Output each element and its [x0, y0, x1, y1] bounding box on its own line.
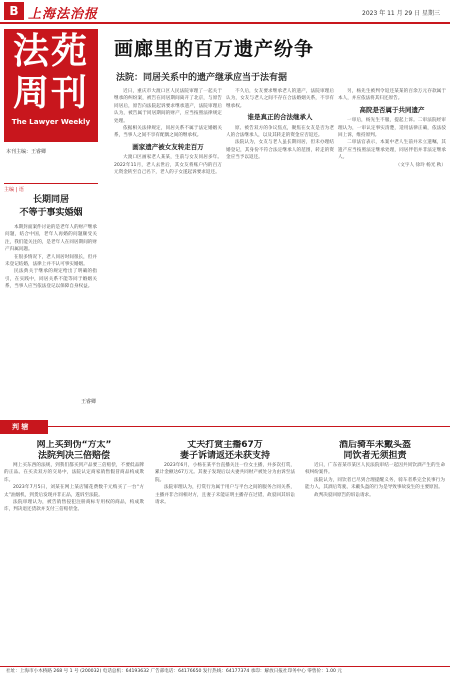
subheadline: 法院：同居关系中的遗产继承应当于法有据 — [116, 73, 288, 83]
case-title: 酒后骑车未戴头盔 同饮者无须担责 — [338, 440, 411, 461]
column-header — [4, 176, 98, 193]
column-title: 长期同居 不等于事实婚姻 — [19, 195, 83, 218]
section-divider — [0, 420, 450, 434]
article-paragraph: 依据相关法律规定，同居关系不属于法定婚姻关系，当事人之间不享有配偶之间的继承权。 — [114, 126, 222, 139]
case-paragraph: 2023年6月，小杨在某平台直播关注一位女主播，并多次打赏，累计金额达67万元。其妻子发现后以夫妻共同财产被处分为由诉至法院。 — [155, 463, 295, 483]
article-paragraph: 原、被告双方的争议焦点，聚焦在女友是否为老人的合法继承人，以及其转走的资金应否返还。 — [226, 125, 334, 139]
case-story-2 — [155, 440, 295, 662]
footer: 社址：上海市小木桥路 268 号 1 号 (200032) 电话总机：64193632 广告部电话：64176650 发行热线：64177374 承印：解放日报社印务中心 零售价：1.00 元 — [0, 666, 450, 676]
main-article — [104, 26, 450, 418]
paper-name: 上海法治报 — [28, 7, 99, 22]
article-column-1 — [114, 88, 222, 410]
column-signature: 王睿卿 — [80, 399, 96, 405]
headline: 画廊里的百万遗产纷争 — [114, 38, 315, 60]
case-body — [305, 462, 445, 499]
article-column-3 — [338, 88, 446, 410]
case-paragraph: 法院审理认为，被告销售侵犯注册商标专用权的商品，构成欺诈，判决退还货款并支付三倍赔偿金。 — [4, 500, 144, 513]
case-title: 网上买到伪“方太” 法院判决三倍赔偿 — [36, 440, 112, 461]
article-column-2 — [226, 88, 334, 410]
section-heading: 画家遗产被女友转走百万 — [132, 142, 204, 151]
case-paragraph: 法院认为，同饮者已尽到合理提醒义务，骑车者系完全民事行为能力人，其酒后驾驶、未戴头盔的行为是导致事故发生的主要原因。 — [305, 477, 445, 491]
case-paragraph: 近日，广东省某市某区人民法院审结一起因共同饮酒产生的生命权纠纷案件。 — [305, 463, 445, 476]
editor-credit: 本刊主编：王睿卿 — [6, 149, 47, 155]
column-paragraph: 在很多情况下，老人同居时间很长，但并未登记结婚，法律上并不认可事实婚姻。 — [5, 254, 97, 268]
case-paragraph: 故判决驳回原告的诉讼请求。 — [314, 492, 374, 498]
section-tag: 判 辖 — [0, 420, 48, 434]
masthead-line2: 周刊 — [12, 72, 89, 114]
column-body — [5, 224, 97, 404]
article-paragraph: 二审法官表示，本案中老人生前并未立遗嘱，其遗产应当按照法定继承处理，同居伴侣并非法定继承人。 — [338, 140, 446, 161]
case-paragraph: 网上买东西的法规，到我们都买到产品要三倍赔偿，不要低品牌的正品。在买卖双方的交易中，法院认定商家销售假冒商品构成欺诈。 — [4, 463, 144, 483]
article-paragraph: 大渡口区画家老人某某，生前与女友同居多年。2022年11月，老人去世后，其女友将账户内的百万元资金转至自己名下，老人的子女遂起诉要求返还。 — [114, 155, 222, 176]
case-body — [4, 462, 144, 514]
article-paragraph: 法院认为，女友与老人虽长期同居，但未办理结婚登记，其身份不符合法定继承人的范围，转走的资金应当予以返还。 — [226, 140, 334, 161]
issue-date: 2023 年 11 月 29 日 星期三 — [362, 10, 440, 17]
section-heading: 谁是真正的合法继承人 — [247, 113, 313, 122]
case-paragraph: 2023年7月5日，刘某在网上某店铺花费数千元购买了一台“方太”油烟机，到货后发现并非正品，遂诉至法院。 — [4, 485, 144, 498]
divider-line — [0, 426, 450, 427]
case-story-3 — [305, 440, 445, 662]
page-number: B — [4, 2, 24, 20]
case-paragraph: 法院审理认为，打赏行为属于用户与平台之间的服务合同关系，主播并非合同相对方，且妻子未能证明主播存在过错，故驳回其诉讼请求。 — [155, 485, 295, 506]
top-bar — [0, 0, 450, 24]
column-head-label: 主编 | 语 — [4, 187, 24, 193]
column-paragraph: 民法典关于继承的规定给出了明确的指引，在实践中，同居关系不能等同于婚姻关系，当事人应当依法登记以保障自身权益。 — [5, 269, 97, 290]
article-paragraph: 不久后，女友要求继承老人的遗产，法院审理后认为，女友与老人之间不存在合法婚姻关系，不享有继承权。 — [226, 89, 334, 109]
article-paragraph: 一审后，杨先生不服，提起上诉。二审法院经审理认为，一审认定事实清楚，适用法律正确，依法驳回上诉，维持原判。 — [338, 118, 446, 139]
article-paragraph: 另，杨先生被判令返还某某的百余万元存款属于本人，并应依法将其归还原告。 — [338, 89, 446, 102]
section-heading: 高院是否属于共同遗产 — [359, 105, 425, 114]
masthead-english: The Lawyer Weekly — [11, 117, 91, 126]
case-story-1 — [4, 440, 144, 662]
masthead-line1: 法苑 — [12, 30, 89, 72]
case-title: 丈夫打赏主播67万 妻子诉请返还未获支持 — [179, 440, 270, 461]
article-signature: （文字人 徐玲 杨光 秋） — [395, 162, 446, 168]
column-paragraph: 本期封面案件讨论的是老年人的财产继承问题，结合中国，老年人再婚的问题颇受关注，我们能关注的，是老年人在同居期间的财产归属问题。 — [5, 225, 97, 253]
masthead — [4, 29, 98, 142]
left-column — [0, 26, 100, 418]
article-paragraph: 近日，重庆市大渡口区人民法院审理了一起关于继承的纠纷案，被告在同居期间离开了北京，与原告同居后，原告向法院起诉要求继承遗产，法院审理后认为，被告属于同居期间的财产，应当按照法律规定处理。 — [114, 89, 222, 124]
case-body — [155, 462, 295, 506]
